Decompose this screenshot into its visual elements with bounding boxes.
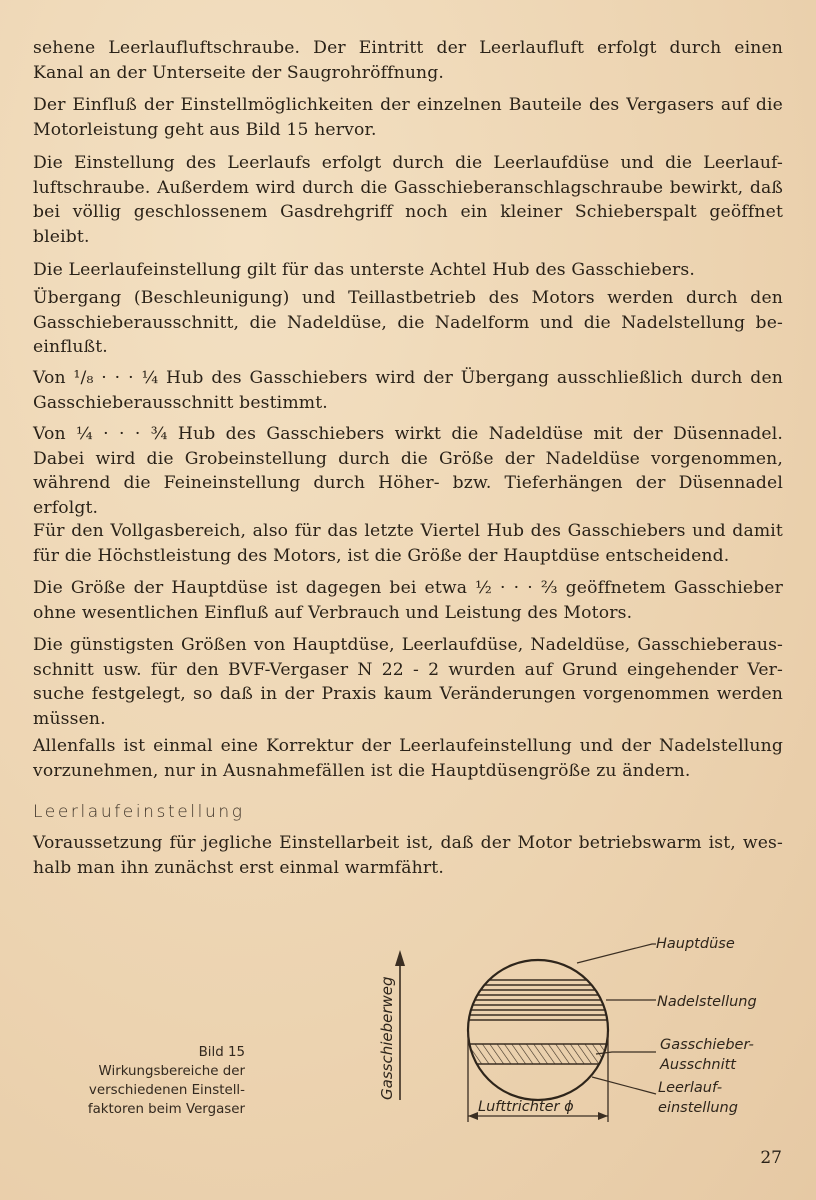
text-line: Motorleistung geht aus Bild 15 hervor. bbox=[33, 119, 377, 140]
text-line: Die Größe der Hauptdüse ist dagegen bei etwa ½ · · · ⅔ geöffnetem Gasschieber bbox=[33, 578, 783, 598]
paragraph bbox=[33, 366, 783, 415]
text-line: schnitt usw. für den BVF-Vergaser N 22 - 2 wurden auf Grund eingehender Ver- bbox=[33, 659, 783, 680]
text-line: Gasschieberausschnitt, die Nadeldüse, die Nadelform und die Nadelstellung be- bbox=[33, 312, 783, 333]
text-line: vorzunehmen, nur in Ausnahmefällen ist die Hauptdüsengröße zu ändern. bbox=[33, 760, 691, 781]
text-line: Von ¼ · · · ¾ Hub des Gasschiebers wirkt die Nadeldüse mit der Düsennadel. bbox=[33, 424, 783, 444]
paragraph bbox=[33, 258, 783, 283]
text-line: Von ¹/₈ · · · ¼ Hub des Gasschiebers wird der Übergang ausschließlich durch den bbox=[33, 368, 783, 388]
paragraph bbox=[33, 519, 783, 568]
text-line: Die günstigsten Größen von Hauptdüse, Leerlaufdüse, Nadeldüse, Gasschieberaus- bbox=[33, 635, 783, 655]
label-hauptduese: Hauptdüse bbox=[656, 936, 735, 952]
text-line: während die Feineinstellung durch Höher- bzw. Tieferhängen der Düsennadel bbox=[33, 473, 783, 494]
text-line: Voraussetzung für jegliche Einstellarbeit ist, daß der Motor betriebswarm ist, wes- bbox=[33, 833, 783, 853]
text-line: erfolgt. bbox=[33, 497, 99, 518]
figure-caption bbox=[40, 1043, 245, 1119]
axis-arrow-head bbox=[395, 950, 405, 966]
text-line: für die Höchstleistung des Motors, ist die Größe der Hauptdüse entscheidend. bbox=[33, 545, 730, 566]
caption-line: Wirkungsbereiche der bbox=[98, 1064, 245, 1079]
text-line: suche festgelegt, so daß in der Praxis kaum Veränderungen vorgenommen werden bbox=[33, 684, 783, 705]
text-line: einflußt. bbox=[33, 337, 108, 358]
section-paragraph bbox=[33, 831, 783, 880]
text-line: Die Einstellung des Leerlaufs erfolgt durch die Leerlaufdüse und die Leerlauf- bbox=[33, 153, 783, 173]
paragraph bbox=[33, 36, 783, 85]
text-line: bleibt. bbox=[33, 226, 90, 247]
paragraph bbox=[33, 151, 783, 249]
lufttrichter-label: Lufttrichter ϕ bbox=[478, 1099, 574, 1115]
text-line: Gasschieberausschnitt bestimmt. bbox=[33, 392, 328, 413]
text-line: Übergang (Beschleunigung) und Teillastbetrieb des Motors werden durch den bbox=[33, 288, 783, 308]
text-line: halb man ihn zunächst erst einmal warmfährt. bbox=[33, 857, 444, 878]
caption-line: verschiedenen Einstell- bbox=[88, 1083, 245, 1098]
text-line: Für den Vollgasbereich, also für das letzte Viertel Hub des Gasschiebers und damit bbox=[33, 521, 783, 541]
nadelstellung-band bbox=[460, 978, 620, 1022]
text-line: müssen. bbox=[33, 708, 106, 729]
label-leerlauf-2: einstellung bbox=[658, 1100, 738, 1116]
text-line: Der Einfluß der Einstellmöglichkeiten der einzelnen Bauteile des Vergasers auf die bbox=[33, 95, 783, 115]
caption-line: faktoren beim Vergaser bbox=[87, 1102, 245, 1117]
text-line: Kanal an der Unterseite der Saugrohröffnung. bbox=[33, 62, 445, 83]
paragraph bbox=[33, 633, 783, 731]
paragraph bbox=[33, 286, 783, 360]
paragraph bbox=[33, 734, 783, 783]
text-line: sehene Leerlaufluftschraube. Der Eintritt der Leerlaufluft erfolgt durch einen bbox=[33, 38, 783, 58]
text-line: Die Leerlaufeinstellung gilt für das unterste Achtel Hub des Gasschiebers. bbox=[33, 260, 695, 280]
paragraph bbox=[33, 93, 783, 142]
text-line: ohne wesentlichen Einfluß auf Verbrauch und Leistung des Motors. bbox=[33, 602, 633, 623]
figure-number: Bild 15 bbox=[198, 1045, 245, 1060]
label-ausschnitt-1: Gasschieber- bbox=[660, 1037, 754, 1053]
text-line: Dabei wird die Grobeinstellung durch die Größe der Nadeldüse vorgenommen, bbox=[33, 448, 783, 469]
text-line: luftschraube. Außerdem wird durch die Gasschieberanschlagschraube bewirkt, daß bbox=[33, 177, 783, 198]
axis-label: Gasschieberweg bbox=[378, 976, 396, 1100]
paragraph bbox=[33, 576, 783, 625]
paragraph bbox=[33, 422, 783, 520]
section-heading: Leerlaufeinstellung bbox=[33, 802, 245, 822]
label-nadelstellung: Nadelstellung bbox=[657, 994, 757, 1010]
ausschnitt-hatch bbox=[460, 1044, 620, 1064]
lufttrichter-circle bbox=[468, 960, 608, 1100]
label-ausschnitt-2: Ausschnitt bbox=[660, 1057, 736, 1073]
text-line: Allenfalls ist einmal eine Korrektur der Leerlaufeinstellung und der Nadelstellung bbox=[33, 736, 783, 756]
label-leerlauf-1: Leerlauf- bbox=[658, 1080, 723, 1096]
text-line: bei völlig geschlossenem Gasdrehgriff noch ein kleiner Schieberspalt geöffnet bbox=[33, 202, 783, 223]
page-number: 27 bbox=[760, 1148, 782, 1168]
